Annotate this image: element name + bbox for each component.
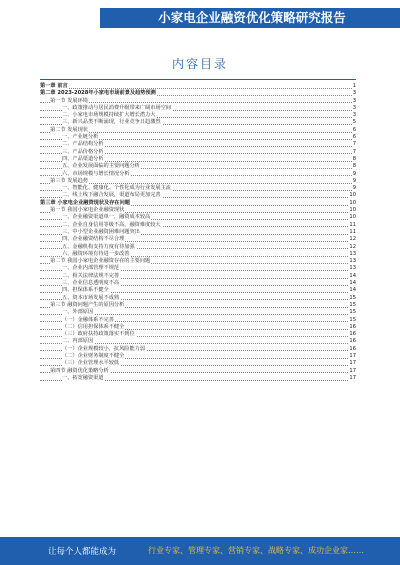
toc-entry-label: 一、政策推动与居民消费升级带来广阔市场空间 <box>62 104 171 111</box>
toc-entry[interactable] <box>40 163 356 170</box>
toc-entry-page: 6 <box>352 134 356 141</box>
toc-entry-page: 10 <box>349 214 356 221</box>
toc-entry[interactable] <box>40 236 356 243</box>
toc-entry-page: 16 <box>349 323 356 330</box>
toc-entry[interactable] <box>40 192 356 199</box>
toc-entry-label: 五、企业发展面临的主要问题分析 <box>62 163 140 170</box>
toc-entry[interactable] <box>40 141 356 148</box>
toc-entry-label: 二、产品结构分析 <box>62 141 104 148</box>
toc-entry-label: 第三节 发展趋势 <box>50 177 88 184</box>
toc-entry-page: 3 <box>352 97 356 104</box>
toc-entry-label: 第一节 发展环境 <box>50 97 88 104</box>
toc-entry[interactable] <box>40 171 356 178</box>
footer-slogan: 让每个人都能成为 <box>48 547 117 557</box>
toc-entry-page: 15 <box>349 301 356 308</box>
toc-entry-label: 一、产业链分析 <box>62 134 99 141</box>
toc-entry-page: 13 <box>349 258 356 265</box>
toc-entry-page: 11 <box>349 228 356 235</box>
toc-entry[interactable] <box>40 127 356 134</box>
toc-entry-page: 6 <box>352 126 356 133</box>
toc-entry[interactable] <box>40 346 356 353</box>
toc-entry[interactable] <box>40 222 356 229</box>
toc-entry[interactable] <box>40 119 356 126</box>
toc-entry-label: 一、外部原因 <box>62 309 94 316</box>
toc-entry[interactable] <box>40 360 356 367</box>
toc-entry-label: 一、智能化、健康化、个性化成为行业发展主流 <box>62 185 171 192</box>
toc-entry-page: 3 <box>352 112 356 119</box>
toc-entry-page: 16 <box>349 345 356 352</box>
toc-entry-page: 5 <box>352 119 356 126</box>
toc-entry[interactable] <box>40 295 356 302</box>
toc-entry-page: 14 <box>349 287 356 294</box>
toc-entry[interactable] <box>40 368 356 375</box>
toc-entry-label: 六、融资环境有待进一步改善 <box>62 250 130 257</box>
toc-entry-label: 二、内部原因 <box>62 338 94 345</box>
toc-entry-page: 1 <box>352 83 356 89</box>
toc-entry-label: 第四节 融资优化策略分析 <box>50 367 109 374</box>
toc-entry-label: 四、产品渠道分析 <box>62 155 104 162</box>
toc-entry-page: 14 <box>349 280 356 287</box>
toc-entry-label: 二、企业自身信用等级不高，融资难度较大 <box>62 221 161 228</box>
toc-entry-label: （二）信用担保体系不健全 <box>62 323 125 330</box>
toc-entry-label: 一、企业内部管理不规范 <box>62 265 120 272</box>
toc-entry[interactable] <box>40 338 356 345</box>
toc-entry-label: （三）企业管理水平较低 <box>62 360 120 367</box>
toc-entry-page: 16 <box>349 331 356 338</box>
toc-entry[interactable] <box>40 149 356 156</box>
toc-entry[interactable] <box>40 375 356 382</box>
table-of-contents <box>40 83 356 382</box>
toc-entry-page: 8 <box>352 163 356 170</box>
toc-entry[interactable] <box>40 98 356 105</box>
toc-entry-label: 第二章 2023-2028年小家电市场前景及趋势预测 <box>40 90 156 97</box>
page-footer <box>0 537 400 565</box>
footer-tagline: 行业专家、管理专家、营销专家、战略专家、成功企业家…… <box>148 546 364 555</box>
toc-entry[interactable] <box>40 244 356 251</box>
toc-entry-page: 13 <box>349 265 356 272</box>
toc-entry[interactable] <box>40 317 356 324</box>
toc-entry-label: 三、中小型企业融资困难问题突出 <box>62 228 140 235</box>
toc-entry[interactable] <box>40 90 356 97</box>
toc-entry-label: 五、金融机构支持力度有待加强 <box>62 243 135 250</box>
toc-entry-page: 12 <box>349 243 356 250</box>
toc-leader-dots <box>40 88 356 89</box>
toc-entry-label: （二）企业财务制度不健全 <box>62 352 125 359</box>
toc-entry-label: （一）企业规模较小，抗风险能力弱 <box>62 345 146 352</box>
toc-entry-label: （三）政府扶持政策落实不到位 <box>62 331 135 338</box>
toc-entry-label: 四、企业融资结构不尽合理 <box>62 236 125 243</box>
toc-entry-label: 第三章 小家电企业融资现状及存在问题 <box>40 199 130 206</box>
toc-entry-page: 10 <box>349 199 356 206</box>
report-title: 小家电企业融资优化策略研究报告 <box>158 10 346 25</box>
toc-entry-page: 9 <box>352 177 356 184</box>
toc-entry-label: 第一节 我国小家电企业融资现状 <box>50 207 125 214</box>
toc-entry-page: 3 <box>352 104 356 111</box>
toc-entry-label: 六、市场规模与增长情况分析 <box>62 170 130 177</box>
toc-entry[interactable] <box>40 214 356 221</box>
toc-entry-label: 第二节 我国小家电企业融资存在的主要问题 <box>50 258 151 265</box>
toc-entry[interactable] <box>40 273 356 280</box>
toc-entry-page: 12 <box>349 236 356 243</box>
toc-entry-page: 15 <box>349 309 356 316</box>
toc-entry-page: 15 <box>349 316 356 323</box>
toc-entry-label: 第一章 前言 <box>40 83 68 89</box>
toc-entry-label: 五、资本市场发展不成熟 <box>62 294 120 301</box>
toc-entry-page: 17 <box>349 374 356 381</box>
toc-entry-label: 四、担保体系不健全 <box>62 287 109 294</box>
toc-entry[interactable] <box>40 287 356 294</box>
toc-divider <box>40 79 356 80</box>
toc-entry-label: 二、小家电市场规模持续扩大增长潜力大 <box>62 112 156 119</box>
toc-entry-page: 9 <box>352 170 356 177</box>
toc-entry-label: 一、拓宽融资渠道 <box>62 374 104 381</box>
toc-entry-page: 9 <box>352 185 356 192</box>
toc-entry-label: 第三节 融资问题产生的原因分析 <box>50 301 125 308</box>
toc-entry-label: 三、新兴品类不断涌现，行业竞争日趋激烈 <box>62 119 161 126</box>
toc-entry-label: 二、线上线下融合发展，渠道布局更加完善 <box>62 192 161 199</box>
toc-entry-label: 一、企业融资渠道单一，融资成本较高 <box>62 214 151 221</box>
toc-entry-page: 17 <box>349 360 356 367</box>
toc-heading: 内容目录 <box>171 57 228 71</box>
toc-entry-page: 16 <box>349 338 356 345</box>
toc-entry-label: 三、产品价格分析 <box>62 148 104 155</box>
toc-entry-page: 10 <box>349 192 356 199</box>
toc-entry-label: 二、相关法律法规不完善 <box>62 272 120 279</box>
toc-entry-page: 17 <box>349 367 356 374</box>
toc-entry-page: 8 <box>352 155 356 162</box>
toc-entry[interactable] <box>40 265 356 272</box>
toc-entry-page: 11 <box>349 221 356 228</box>
toc-entry-page: 10 <box>349 207 356 214</box>
toc-entry-page: 14 <box>349 272 356 279</box>
toc-entry-label: 三、企业信息透明度不高 <box>62 280 120 287</box>
toc-entry-page: 3 <box>352 90 356 97</box>
toc-entry[interactable] <box>40 200 356 207</box>
toc-entry-page: 7 <box>352 141 356 148</box>
toc-entry-page: 13 <box>349 250 356 257</box>
toc-entry-page: 17 <box>349 352 356 359</box>
toc-entry[interactable] <box>40 309 356 316</box>
toc-entry[interactable] <box>40 324 356 331</box>
toc-entry-page: 7 <box>352 148 356 155</box>
page-header <box>0 0 400 34</box>
toc-entry-label: （一）金融体系不完善 <box>62 316 114 323</box>
toc-entry-label: 第二节 发展现状 <box>50 126 88 133</box>
toc-entry-page: 15 <box>349 294 356 301</box>
